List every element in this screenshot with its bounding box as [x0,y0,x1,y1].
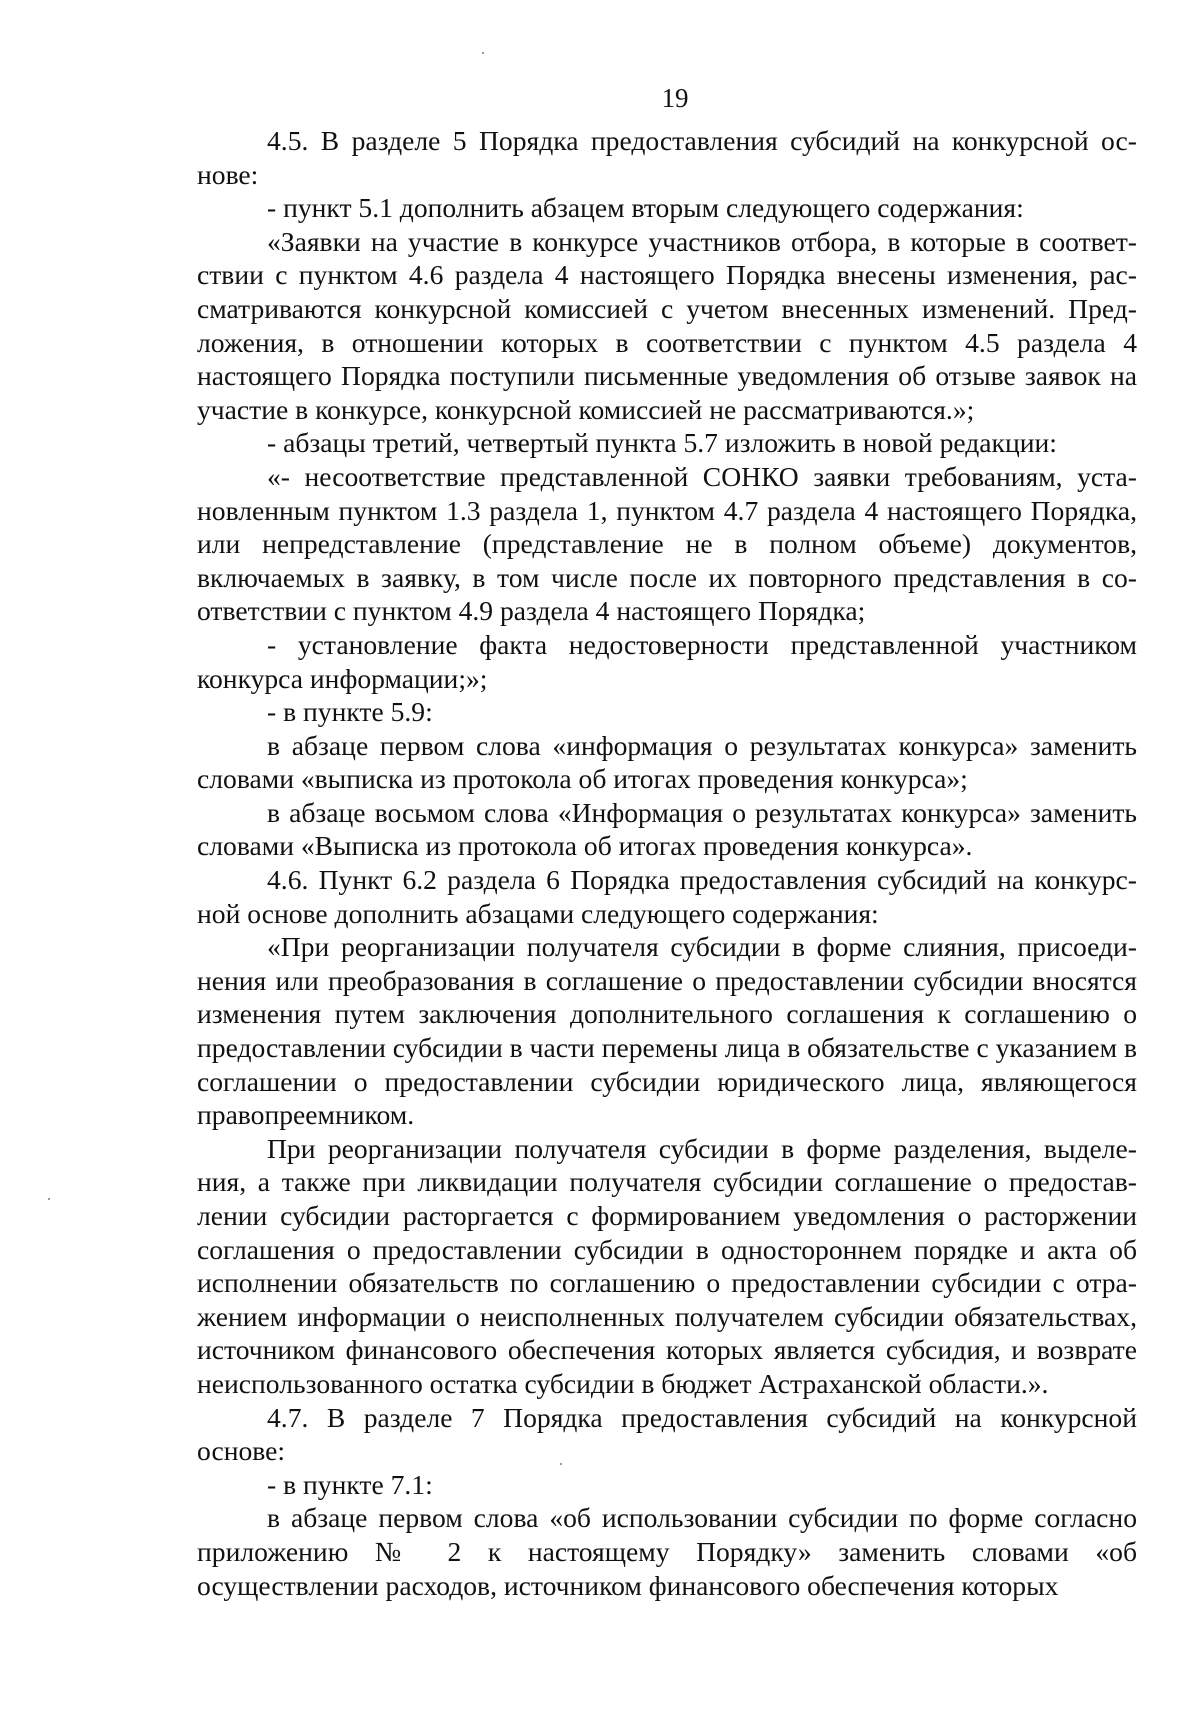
scan-speck [48,1198,50,1200]
paragraph-item-5-9: - в пункте 5.9: [267,696,433,728]
paragraph-4-7: 4.7. В разделе 7 Порядка предоставления субсидий на конкурсной основе: [197,1401,1137,1467]
paragraph-item-5-1: - пункт 5.1 дополнить абзацем вторым следующего содержания: [267,192,1024,224]
paragraph-first-abzats: в абзаце первом слова «информация о результатах конкурса» заменить словами «выписка из протокола об итогах проведения конкурса»; [197,729,1137,795]
paragraph-reorganization-split: При реорганизации получателя субсидии в форме разделения, выделения, а также при ликвидации получателя субсидии соглашение о предоставлении субсидии расторгается с формированием уведомления о расторжении соглашения о предоставлении субсидии в одностороннем порядке и акта об исполнении обязательств по соглашению о предоставлении субсидии с отражением информации о неисполненных получателем субсидии обязательствах, источником финансового обеспечения которых является субсидия, и возврате неиспользованного остатка субсидии в бюджет Астраханской области.». [197,1132,1137,1399]
paragraph-quote-noncompliance: «- несоответствие представленной СОНКО заявки требованиям, установленным пунктом 1.3 раздела 1, пунктом 4.7 раздела 4 настоящего Порядка, или непредставление (представление не в полном объеме) документов, включаемых в заявку, в том числе после их повторного представления в соответствии с пунктом 4.9 раздела 4 настоящего Порядка; [197,460,1137,627]
paragraph-quote-applications: «Заявки на участие в конкурсе участников отбора, в которые в соответствии с пунктом 4.6 раздела 4 настоящего Порядка внесены изменения, рассматриваются конкурсной комиссией с учетом внесенных изменений. Предложения, в отношении которых в соответствии с пунктом 4.5 раздела 4 настоящего Порядка поступили письменные уведомления об отзыве заявок на участие в конкурсе, конкурсной комиссией не рассматриваются.»; [197,225,1137,425]
scan-speck [482,52,484,54]
paragraph-quote-reorganization-merge: «При реорганизации получателя субсидии в форме слияния, присоединения или преобразования в соглашение о предоставлении субсидии вносятся изменения путем заключения дополнительного соглашения к соглашению о предоставлении субсидии в части перемены лица в обязательстве с указанием в соглашении о предоставлении субсидии юридического лица, являющегося правопреемником. [197,931,1137,1131]
paragraph-4-5: 4.5. В разделе 5 Порядка предоставления субсидий на конкурсной основе: [197,125,1137,190]
paragraph-quote-false-info: - установление факта недостоверности представленной участником конкурса информации;»; [197,628,1137,694]
scan-speck [560,1463,562,1465]
document-body [197,124,1137,1602]
paragraph-first-abzats-7-1: в абзаце первом слова «об использовании субсидии по форме согласно приложению № 2 к настоящему Порядку» заменить словами «об осуществлении расходов, источником финансового обеспечения которых [197,1502,1137,1601]
paragraph-eighth-abzats: в абзаце восьмом слова «Информация о результатах конкурса» заменить словами «Выписка из протокола об итогах проведения конкурса». [197,796,1137,862]
page-number: 19 [661,83,689,113]
paragraph-4-6: 4.6. Пункт 6.2 раздела 6 Порядка предоставления субсидий на конкурсной основе дополнить абзацами следующего содержания: [197,864,1137,929]
paragraph-item-5-7: - абзацы третий, четвертый пункта 5.7 изложить в новой редакции: [267,427,1057,459]
paragraph-item-7-1: - в пункте 7.1: [267,1468,433,1500]
